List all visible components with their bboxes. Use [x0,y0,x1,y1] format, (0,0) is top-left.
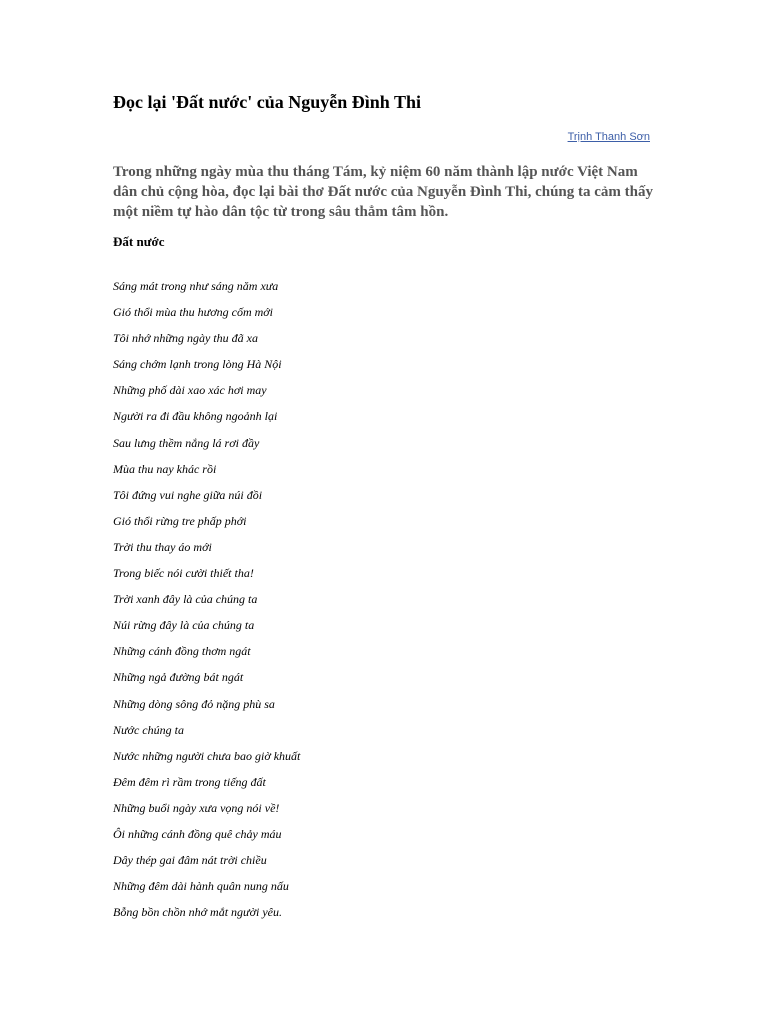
poem-line: Những buổi ngày xưa vọng nói về! [113,800,280,815]
poem-line: Bỗng bồn chồn nhớ mắt người yêu. [113,905,282,920]
poem-line: Sáng mát trong như sáng năm xưa [113,279,279,293]
poem-line: Tôi nhớ những ngày thu đã xa [113,331,258,346]
article-title: Đọc lại 'Đất nước' của Nguyễn Đình Thi [113,92,421,112]
poem-line: Nước chúng ta [113,722,184,737]
poem-line: Người ra đi đầu không ngoảnh lại [113,409,278,424]
author-link[interactable]: Trịnh Thanh Sơn [567,131,650,143]
poem-line: Gió thổi mùa thu hương cốm mới [113,305,274,320]
poem-title: Đất nước [113,234,165,249]
poem-line: Những phố dài xao xác hơi may [113,383,267,398]
article-intro: Trong những ngày mùa thu tháng Tám, kỷ niệm 60 năm thành lập nước Việt Nam dân chủ cộng hòa, đọc lại bài thơ Đất nước của Nguyễn Đình Thi, chúng ta cảm thấy một niềm tự hào dân tộc từ trong sâu thẳm tâm hồn. [113,164,654,220]
poem-line: Tôi đứng vui nghe giữa núi đồi [113,487,263,502]
poem-line: Trong biếc nói cười thiết tha! [113,566,254,581]
poem-line: Đêm đêm rì rầm trong tiếng đất [113,774,266,789]
poem-line: Núi rừng đây là của chúng ta [113,618,255,633]
poem-line: Những ngả đường bát ngát [113,670,244,685]
poem-line: Ôi những cánh đồng quê chảy máu [113,826,282,841]
poem-line: Trời xanh đây là của chúng ta [113,592,258,607]
poem-line: Dây thép gai đâm nát trời chiều [113,853,267,868]
poem-line: Những đêm dài hành quân nung nấu [113,879,289,894]
poem-line: Trời thu thay áo mới [113,539,212,554]
poem-line: Sau lưng thềm nắng lá rơi đầy [113,435,260,450]
poem-body [113,278,300,930]
poem-line: Sáng chớm lạnh trong lòng Hà Nội [113,357,282,372]
poem-line: Những dòng sông đỏ nặng phù sa [113,696,275,711]
poem-line: Gió thổi rừng tre phấp phới [113,513,247,528]
poem-line: Những cánh đồng thơm ngát [113,644,251,659]
poem-line: Mùa thu nay khác rồi [113,461,217,476]
poem-line: Nước những người chưa bao giờ khuất [113,748,301,763]
